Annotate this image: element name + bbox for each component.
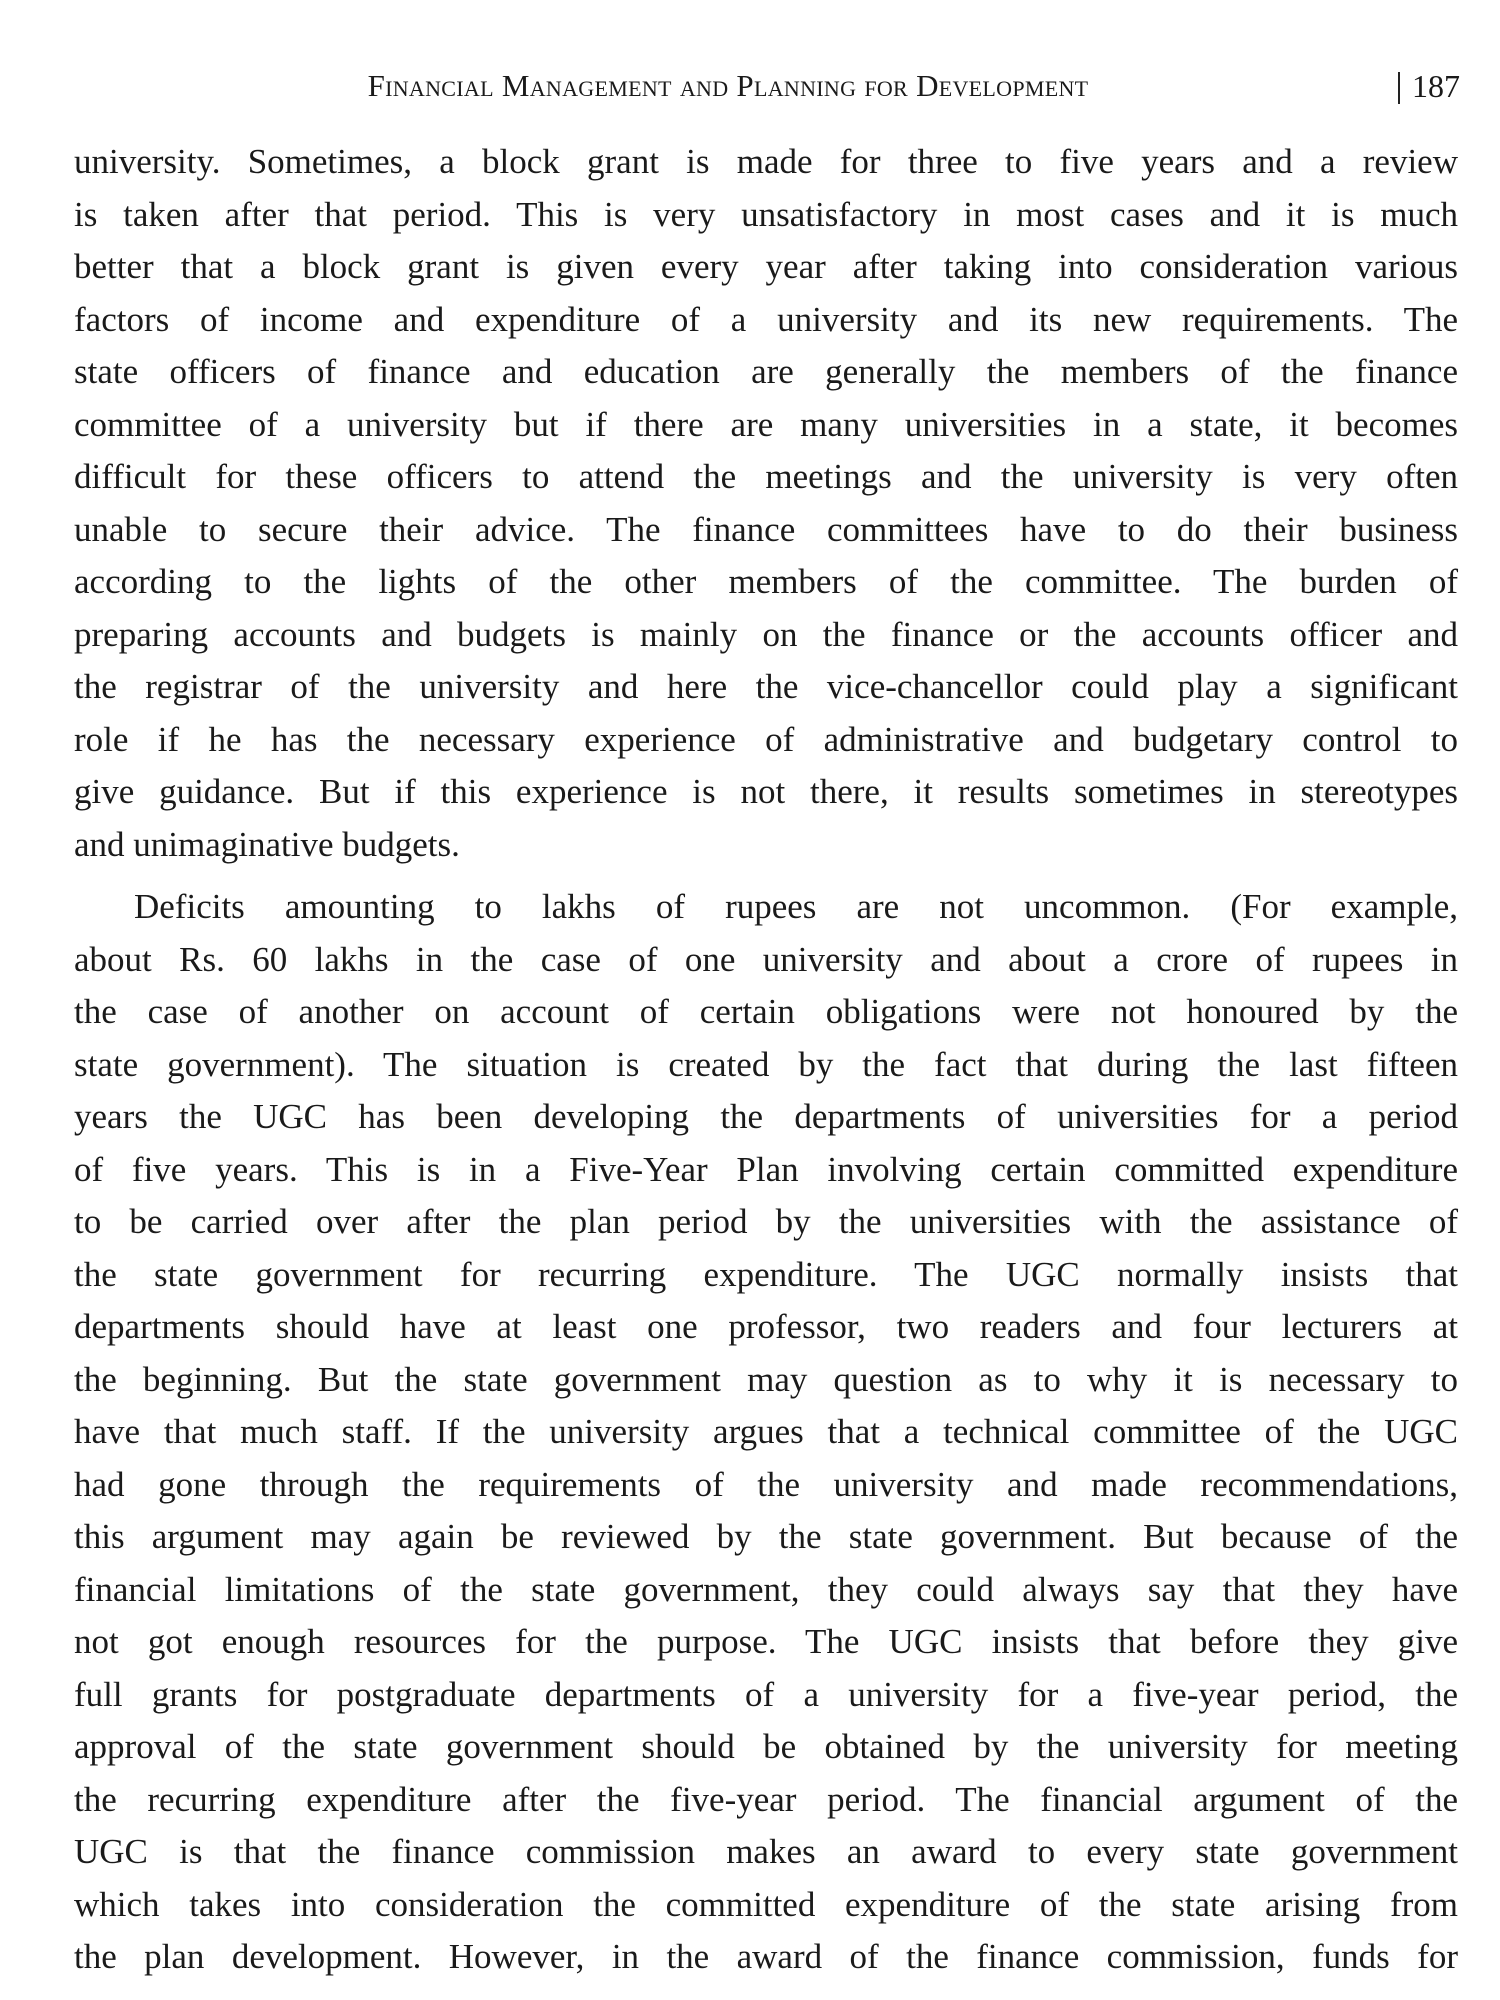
text-line: the case of another on account of certain obligations were not honoured by the bbox=[74, 992, 1458, 1031]
body-text bbox=[74, 136, 1458, 1984]
text-line: have that much staff. If the university argues that a technical committee of the UGC bbox=[74, 1412, 1458, 1451]
text-line: of five years. This is in a Five-Year Plan involving certain committed expenditure bbox=[74, 1149, 1458, 1189]
text-line: the plan development. However, in the award of the finance commission, funds for bbox=[74, 1937, 1458, 1976]
text-line: which takes into consideration the committed expenditure of the state arising from bbox=[74, 1884, 1458, 1924]
text-line: the recurring expenditure after the five-year period. The financial argument of the bbox=[74, 1779, 1458, 1819]
text-line: unable to secure their advice. The finance committees have to do their business bbox=[74, 509, 1458, 549]
text-line: state government). The situation is created by the fact that during the last fifteen bbox=[74, 1044, 1458, 1084]
text-line: UGC is that the finance commission makes an award to every state government bbox=[74, 1832, 1458, 1871]
paragraph bbox=[74, 881, 1458, 1984]
text-line: the state government for recurring expenditure. The UGC normally insists that bbox=[74, 1254, 1458, 1294]
text-line: the beginning. But the state government may question as to why it is necessary to bbox=[74, 1359, 1458, 1399]
text-line: and unimaginative budgets. bbox=[74, 824, 460, 864]
running-title: Financial Management and Planning for Development bbox=[367, 68, 1089, 103]
text-line: this argument may again be reviewed by the state government. But because of the bbox=[74, 1517, 1458, 1556]
text-line: to be carried over after the plan period by the universities with the assistance of bbox=[74, 1202, 1458, 1241]
text-line: departments should have at least one professor, two readers and four lecturers at bbox=[74, 1307, 1458, 1346]
header-separator bbox=[1398, 72, 1400, 104]
running-header bbox=[0, 68, 1500, 112]
text-line: Deficits amounting to lakhs of rupees are not uncommon. (For example, bbox=[134, 887, 1458, 926]
text-line: committee of a university but if there are many universities in a state, it becomes bbox=[74, 404, 1458, 444]
text-line: preparing accounts and budgets is mainly on the finance or the accounts officer and bbox=[74, 614, 1458, 654]
text-line: had gone through the requirements of the university and made recommendations, bbox=[74, 1464, 1458, 1504]
text-line: years the UGC has been developing the departments of universities for a period bbox=[74, 1097, 1458, 1136]
text-line: state officers of finance and education are generally the members of the finance bbox=[74, 352, 1458, 391]
text-line: is taken after that period. This is very unsatisfactory in most cases and it is much bbox=[74, 194, 1458, 234]
text-line: full grants for postgraduate departments of a university for a five-year period, the bbox=[74, 1674, 1458, 1714]
paragraph bbox=[74, 136, 1458, 871]
text-line: university. Sometimes, a block grant is made for three to five years and a review bbox=[74, 142, 1458, 181]
text-line: according to the lights of the other members of the committee. The burden of bbox=[74, 562, 1458, 601]
text-line: approval of the state government should be obtained by the university for meeting bbox=[74, 1727, 1458, 1766]
text-line: about Rs. 60 lakhs in the case of one university and about a crore of rupees in bbox=[74, 939, 1458, 979]
text-line: not got enough resources for the purpose. The UGC insists that before they give bbox=[74, 1622, 1458, 1661]
text-line: financial limitations of the state government, they could always say that they have bbox=[74, 1569, 1458, 1609]
text-line: better that a block grant is given every year after taking into consideration various bbox=[74, 247, 1458, 286]
text-line: factors of income and expenditure of a university and its new requirements. The bbox=[74, 299, 1458, 339]
text-line: the registrar of the university and here the vice-chancellor could play a significant bbox=[74, 667, 1458, 706]
text-line: difficult for these officers to attend the meetings and the university is very often bbox=[74, 457, 1458, 496]
page-number: 187 bbox=[1412, 68, 1460, 104]
text-line: role if he has the necessary experience of administrative and budgetary control to bbox=[74, 719, 1458, 759]
text-line: give guidance. But if this experience is not there, it results sometimes in stereotypes bbox=[74, 772, 1458, 811]
